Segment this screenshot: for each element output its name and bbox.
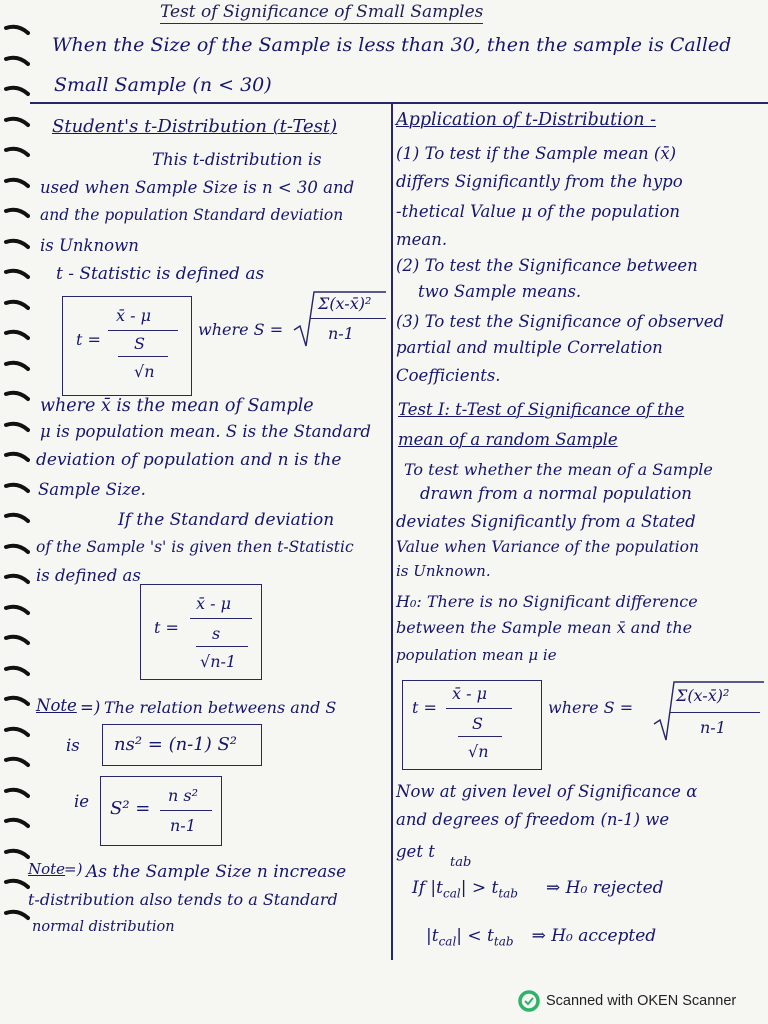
scanner-watermark [518,990,736,1012]
conclusion-line: get t [396,842,435,861]
binding-ring-icon [4,390,30,404]
note-label: Note [28,860,66,878]
test1-line: drawn from a normal population [420,484,692,503]
application-line: (3) To test the Significance of observed [396,312,725,331]
application-line: Coefficients. [396,366,501,385]
binding-ring-icon [4,695,30,709]
rule-result: ⇒ H₀ accepted [531,926,657,946]
rule-subscript: tab [498,886,518,901]
left-p2-line: where x̄ is the mean of Sample [40,396,314,416]
formula-numerator: x̄ - μ [196,594,231,613]
null-hypothesis-line: population mean μ ie [396,646,557,664]
formula-numerator: x̄ - μ [116,306,151,325]
formula-where-s: where S = [548,698,634,717]
binding-ring-icon [4,604,30,618]
test1-line: deviates Significantly from a Stated [396,512,696,531]
formula-denominator-root-n: √n [134,362,155,381]
binding-ring-icon [4,634,30,648]
test1-heading: Test I: t-Test of Significance of the [398,400,685,419]
fraction-bar [196,646,248,647]
binding-ring-icon [4,543,30,557]
binding-ring-icon [4,116,30,130]
section-divider [30,102,768,104]
left-p1-line: used when Sample Size is n < 30 and [40,178,355,197]
decision-rule-reject [412,878,664,900]
scanner-text: Scanned with OKEN Scanner [546,993,737,1009]
binding-ring-icon [4,848,30,862]
note2-line: t-distribution also tends to a Standard [28,890,338,909]
left-p1-line: This t-distribution is [152,150,322,169]
binding-ring-icon [4,909,30,923]
binding-ring-icon [4,238,30,252]
binding-ring-icon [4,482,30,496]
oken-logo-icon [518,990,540,1012]
column-divider [391,102,393,960]
intro-line-2: Small Sample (n < 30) [54,74,272,96]
fraction-bar [108,330,178,331]
left-p3-line: of the Sample 's' is given then t-Statistic [36,538,354,556]
left-p1-line: is Unknown [40,236,139,255]
tab-subscript: tab [450,855,472,870]
rule-subscript: cal [438,934,457,949]
right-heading: Application of t-Distribution - [396,110,656,130]
note2-line: As the Sample Size n increase [86,862,347,882]
formula-denominator-s: S [472,714,483,733]
application-line: (1) To test if the Sample mean (x̄) [396,144,677,163]
formula-s-denominator: n-1 [328,324,354,343]
application-line: partial and multiple Correlation [396,338,663,357]
conclusion-line: Now at given level of Significance α [396,782,698,801]
page-title: Test of Significance of Small Samples [160,2,484,22]
formula-denominator-root-n-1: √n-1 [200,652,237,671]
binding-ring-icon [4,329,30,343]
binding-ring-icon [4,817,30,831]
binding-ring-icon [4,451,30,465]
relation-s-squared: S² = [110,798,151,819]
test1-line: is Unknown. [396,562,491,580]
binding-ring-icon [4,512,30,526]
formula-where-s: where S = [198,320,284,339]
null-hypothesis-line: H₀: There is no Significant difference [396,592,698,611]
left-p3-line: is defined as [36,566,141,585]
left-p2-line: deviation of population and n is the [36,450,342,470]
binding-ring-icon [4,207,30,221]
null-hypothesis-line: between the Sample mean x̄ and the [396,618,693,637]
application-line: mean. [396,230,448,249]
formula-denominator-s: S [134,334,145,353]
binding-ring-icon [4,24,30,38]
rule-text: | < t [456,926,494,946]
binding-ring-icon [4,268,30,282]
relation-equation: ns² = (n-1) S² [114,734,238,755]
rule-text: | > t [460,878,499,898]
left-p1-line: and the population Standard deviation [40,206,344,224]
binding-ring-icon [4,85,30,99]
formula-denominator-s: s [212,624,221,643]
binding-ring-icon [4,146,30,160]
binding-ring-icon [4,756,30,770]
formula-t-symbol: t = [154,618,179,637]
formula-denominator-root-n: √n [468,742,489,761]
left-p2-line: μ is population mean. S is the Standard [40,422,371,441]
binding-ring-icon [4,726,30,740]
fraction-bar [190,618,252,619]
relation-denominator: n-1 [170,816,196,835]
test1-line: Value when Variance of the population [396,538,699,556]
binding-ring-icon [4,421,30,435]
rule-text: |t [426,926,439,946]
binding-ring-icon [4,787,30,801]
test1-line: To test whether the mean of a Sample [404,460,713,479]
fraction-bar [118,356,168,357]
binding-ring-icon [4,360,30,374]
note1-text: The relation betweens and S [104,698,337,717]
conclusion-line: and degrees of freedom (n-1) we [396,810,670,829]
rule-result: ⇒ H₀ rejected [546,878,664,898]
spiral-binding [0,0,40,1000]
rule-text: If |t [412,878,443,898]
square-root-symbol [652,680,766,744]
binding-ring-icon [4,177,30,191]
binding-ring-icon [4,665,30,679]
decision-rule-accept [426,926,656,948]
note2-line: normal distribution [32,919,175,935]
note1-is: is [66,736,80,755]
binding-ring-icon [4,299,30,313]
fraction-bar [458,736,502,737]
rule-subscript: tab [493,934,514,949]
formula-s-denominator: n-1 [700,718,726,737]
formula-t-symbol: t = [76,330,101,349]
formula-t-symbol: t = [412,698,437,717]
left-p2-line: Sample Size. [38,480,146,499]
note-arrow: =) [64,860,83,878]
fraction-bar [446,708,512,709]
rule-subscript: cal [442,886,461,901]
statistic-label: t - Statistic is defined as [56,264,265,284]
formula-s-numerator: Σ(x-x̄)² [318,294,372,313]
binding-ring-icon [4,573,30,587]
application-line: -thetical Value μ of the population [396,202,681,221]
intro-line-1: When the Size of the Sample is less than 30, then the sample is Called [52,34,732,56]
application-line: (2) To test the Significance between [396,256,698,275]
test1-heading-2: mean of a random Sample [398,430,618,449]
application-line: two Sample means. [418,282,582,301]
square-root-symbol [292,290,388,350]
application-line: differs Significantly from the hypo [396,172,683,191]
fraction-bar [160,810,212,811]
binding-ring-icon [4,878,30,892]
left-heading: Student's t-Distribution (t-Test) [52,116,338,137]
note-arrow: =) [80,698,101,717]
note1-ie: ie [74,792,90,811]
formula-numerator: x̄ - μ [452,684,487,703]
note-label: Note [36,696,77,715]
formula-s-numerator: Σ(x-x̄)² [676,686,730,705]
left-p3-line: If the Standard deviation [118,510,335,530]
binding-ring-icon [4,55,30,69]
relation-numerator: n s² [168,786,199,805]
